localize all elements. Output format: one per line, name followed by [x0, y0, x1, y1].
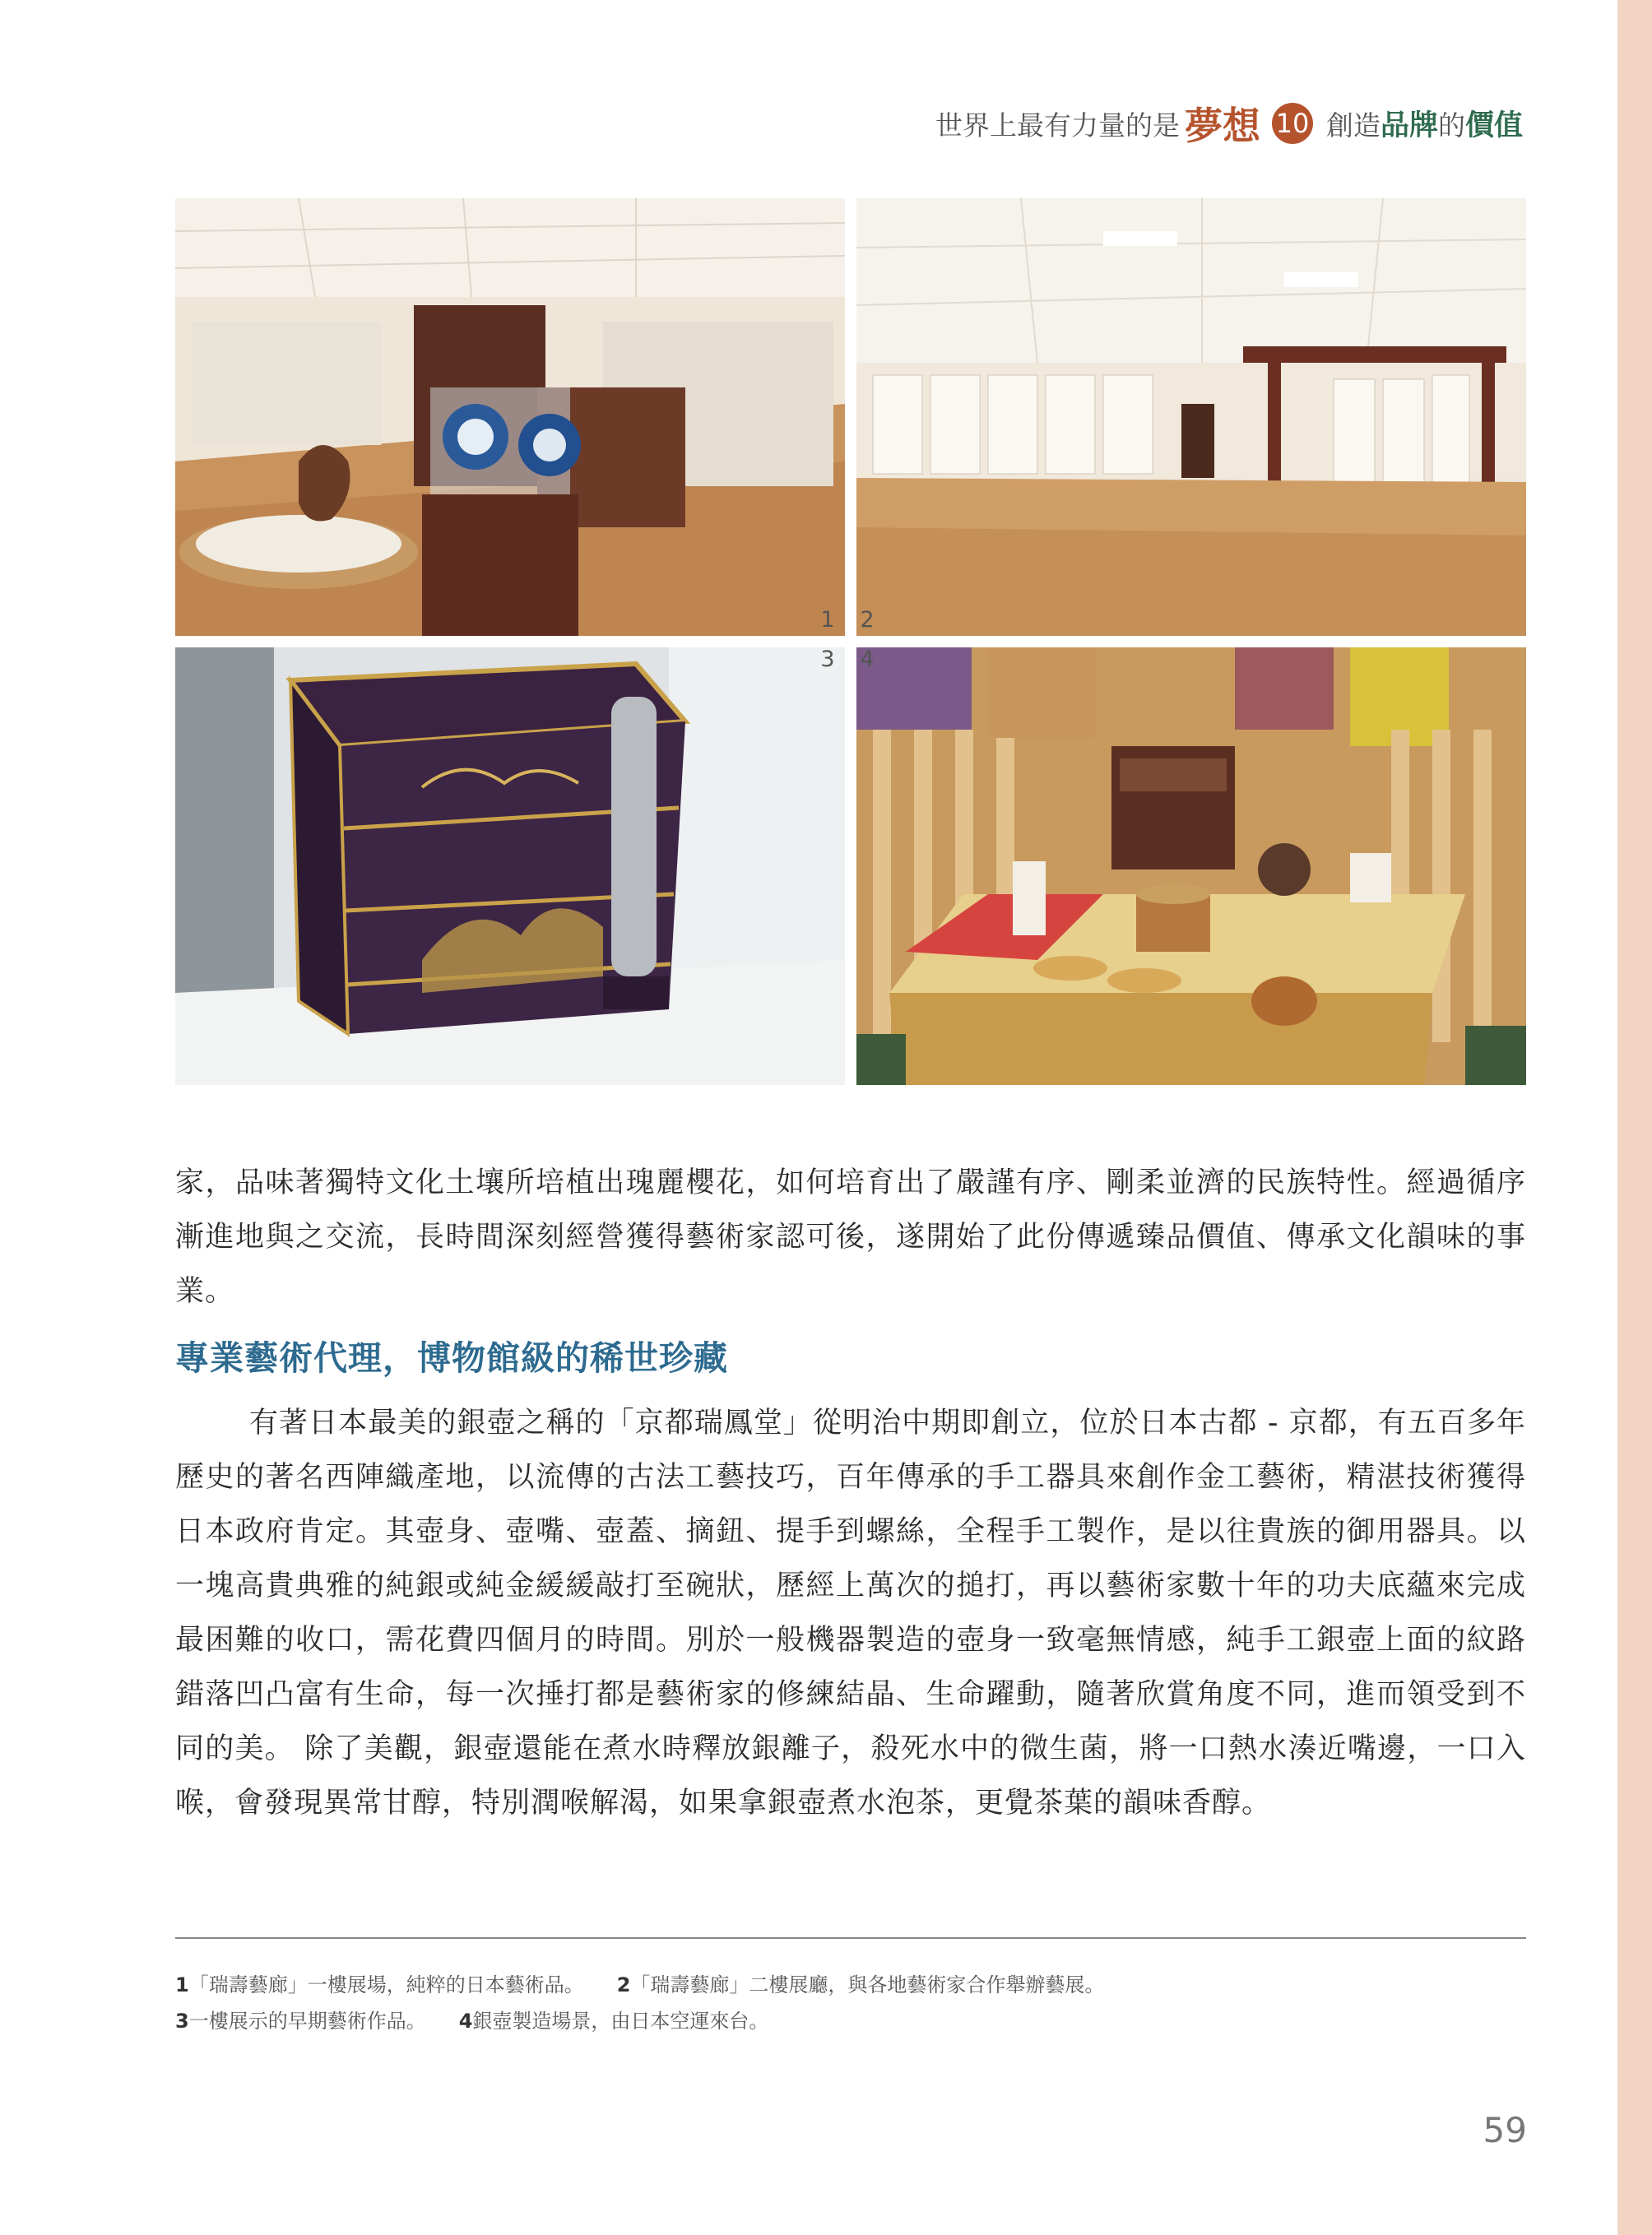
header-text-2b: 品牌: [1380, 109, 1438, 142]
photo-gallery-first-floor: [175, 198, 845, 636]
header-dream: 夢想: [1184, 104, 1260, 148]
photo-gallery-second-floor: [856, 198, 1526, 636]
caption-text-4: 銀壺製造場景，由日本空運來台。: [472, 2010, 769, 2033]
header-text-2a: 創造: [1325, 109, 1381, 141]
caption-text-1: 「瑞壽藝廊」一樓展場，純粹的日本藝術品。: [188, 1973, 584, 1996]
header-text-2c: 的: [1437, 109, 1465, 141]
caption-line-2: [175, 2005, 768, 2033]
intro-paragraph: 家，品味著獨特文化土壤所培植出瑰麗櫻花，如何培育出了嚴謹有序、剛柔並濟的民族特性。經過循序漸進地與之交流，長時間深刻經營獲得藝術家認可後，遂開始了此份傳遞臻品價值、傳承文化韻味的事業。: [175, 1166, 1526, 1308]
caption-line-1: [175, 1968, 1104, 1997]
photo-number-4: 4: [860, 647, 875, 672]
caption-num-2: 2: [616, 1973, 631, 1996]
main-paragraph: 有著日本最美的銀壺之稱的「京都瑞鳳堂」從明治中期即創立，位於日本古都 - 京都，有五百多年歷史的著名西陣織產地，以流傳的古法工藝技巧，百年傳承的手工器具來創作金工藝術，精湛技術獲得日本政府肯定。其壺身、壺嘴、壺蓋、摘鈕、提手到螺絲，全程手工製作，是以往貴族的御用器具。以一塊高貴典雅的純銀或純金緩緩敲打至碗狀，歷經上萬次的搥打，再以藝術家數十年的功夫底蘊來完成最困難的收口，需花費四個月的時間。別於一般機器製造的壺身一致毫無情感，純手工銀壺上面的紋路錯落凹凸富有生命，每一次捶打都是藝術家的修練結晶、生命躍動，隨著欣賞角度不同，進而領受到不同的美。 除了美觀，銀壺還能在煮水時釋放銀離子，殺死水中的微生菌，將一口熱水湊近嘴邊，一口入喉，會發現異常甘醇，特別潤喉解渴，如果拿銀壺煮水泡茶，更覺茶葉的韻味香醇。: [175, 1407, 1526, 1820]
photo-silver-kettle-workshop: [856, 647, 1526, 1085]
header-text-1: 世界上最有力量的是: [935, 109, 1180, 141]
photo-lacquer-artwork: [175, 647, 845, 1085]
photo-number-3: 3: [820, 647, 835, 672]
chapter-number-badge: 10: [1272, 103, 1313, 144]
caption-text-3: 一樓展示的早期藝術作品。: [188, 2010, 426, 2033]
caption-divider: [175, 1937, 1526, 1939]
photo-number-1: 1: [820, 607, 835, 633]
side-color-strip: [1617, 0, 1652, 2235]
caption-num-4: 4: [458, 2010, 473, 2033]
page-number: 59: [1483, 2110, 1527, 2150]
caption-num-3: 3: [175, 2010, 189, 2033]
running-header: [935, 97, 1523, 150]
section-title: 專業藝術代理，博物館級的稀世珍藏: [175, 1338, 728, 1378]
caption-text-2: 「瑞壽藝廊」二樓展廳，與各地藝術家合作舉辦藝展。: [630, 1973, 1105, 1996]
caption-num-1: 1: [175, 1973, 189, 1996]
photo-number-2: 2: [860, 607, 875, 633]
header-text-2d: 價值: [1464, 109, 1523, 142]
